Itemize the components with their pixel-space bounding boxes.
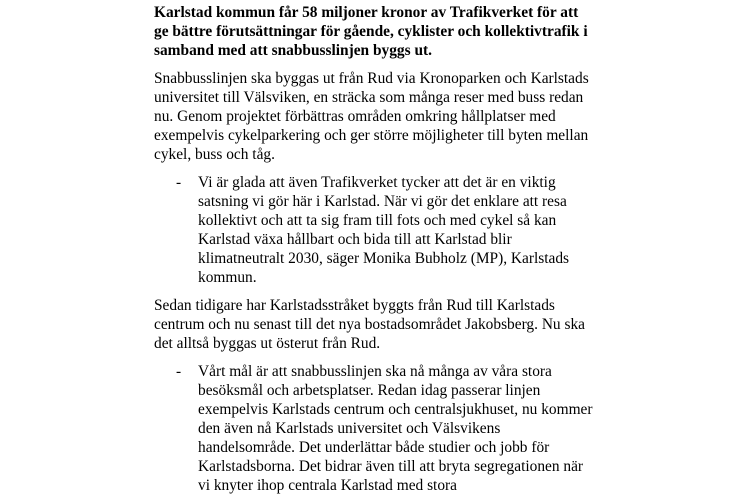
quote-bullet — [154, 362, 594, 495]
body-paragraph: Sedan tidigare har Karlstadsstråket byggts från Rud till Karlstads centrum och nu senast till det nya bostadsområdet Jakobsberg. Nu ska det alltså byggas ut österut från Rud. — [154, 297, 585, 352]
quote-bullet — [154, 173, 594, 287]
bullet-dash: - — [176, 174, 182, 191]
quote-text: Vårt mål är att snabbusslinjen ska nå många av våra stora besöksmål och arbetsplatser. Redan idag passerar linjen exempelvis Karlstads centrum och centralsjukhuset, nu kommer den även nå Karlstads universitet och Välsvikens handelsområde. Det underlättar både studier och jobb för Karlstadsborna. Det bidrar även till att bryta segregationen när vi knyter ihop centrala Karlstad med stora — [198, 363, 593, 494]
lead-paragraph: Karlstad kommun får 58 miljoner kronor av Trafikverket för att ge bättre förutsättningar för gående, cyklister och kollektivtrafik i samband med att snabbusslinjen byggs ut. — [154, 4, 588, 59]
document-page — [154, 0, 594, 495]
quote-text: Vi är glada att även Trafikverket tycker att det är en viktig satsning vi gör här i Karlstad. När vi gör det enklare att resa kollektivt och att ta sig fram till fots och med cykel så kan Karlstad växa hållbart och bida till att Karlstad blir klimatneutralt 2030, säger Monika Bubholz (MP), Karlstads kommun. — [198, 174, 570, 286]
bullet-dash: - — [176, 363, 182, 380]
body-paragraph: Snabbusslinjen ska byggas ut från Rud via Kronoparken och Karlstads universitet till Välsviken, en sträcka som många reser med buss redan nu. Genom projektet förbättras områden omkring hållplatser med exempelvis cykelparkering och ger större möjligheter till byten mellan cykel, buss och tåg. — [154, 70, 589, 163]
